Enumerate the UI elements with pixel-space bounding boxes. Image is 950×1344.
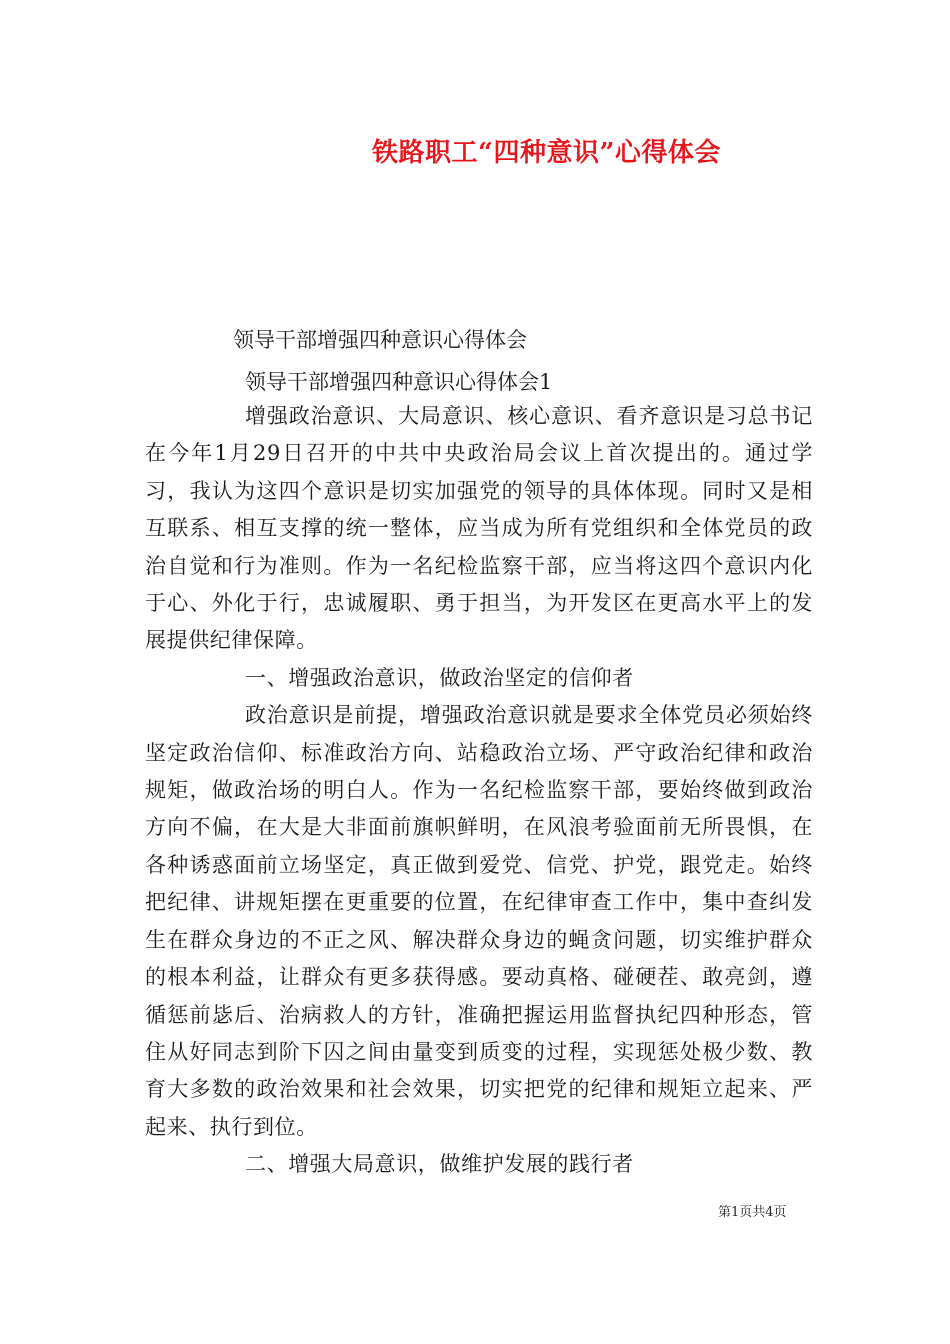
political-awareness-paragraph: 政治意识是前提，增强政治意识就是要求全体党员必须始终坚定政治信仰、标准政治方向、站稳政治立场、严守政治纪律和政治规矩，做政治场的明白人。作为一名纪检监察干部，要始终做到政治方向不偏，在大是大非面前旗帜鲜明，在风浪考验面前无所畏惧，在各种诱惑面前立场坚定，真正做到爱党、信党、护党，跟党走。始终把纪律、讲规矩摆在更重要的位置，在纪律审查工作中，集中查纠发生在群众身边的不正之风、解决群众身边的蝇贪问题，切实维护群众的根本利益，让群众有更多获得感。要动真格、碰硬茬、敢亮剑，遵循惩前毖后、治病救人的方针，准确把握运用监督执纪四种形态，管住从好同志到阶下囚之间由量变到质变的过程，实现惩处极少数、教育大多数的政治效果和社会效果，切实把党的纪律和规矩立起来、严起来、执行到位。 — [145, 703, 813, 1139]
section-title: 领导干部增强四种意识心得体会1 — [245, 370, 553, 394]
intro-paragraph: 增强政治意识、大局意识、核心意识、看齐意识是习总书记在今年1月29日召开的中共中央政治局会议上首次提出的。通过学习，我认为这四个意识是切实加强党的领导的具体体现。同时又是相互联系、相互支撑的统一整体，应当成为所有党组织和全体党员的政治自觉和行为准则。作为一名纪检监察干部，应当将这四个意识内化于心、外化于行，忠诚履职、勇于担当，为开发区在更高水平上的发展提供纪律保障。 — [145, 404, 813, 653]
page-number: 第1页共4页 — [718, 1205, 787, 1220]
document-body — [145, 398, 813, 1184]
document-title: 铁路职工“四种意识”心得体会 — [372, 138, 721, 168]
section-heading-political: 一、增强政治意识，做政治坚定的信仰者 — [245, 665, 634, 690]
document-subtitle: 领导干部增强四种意识心得体会 — [233, 328, 527, 352]
section-heading-overall: 二、增强大局意识，做维护发展的践行者 — [245, 1152, 634, 1177]
